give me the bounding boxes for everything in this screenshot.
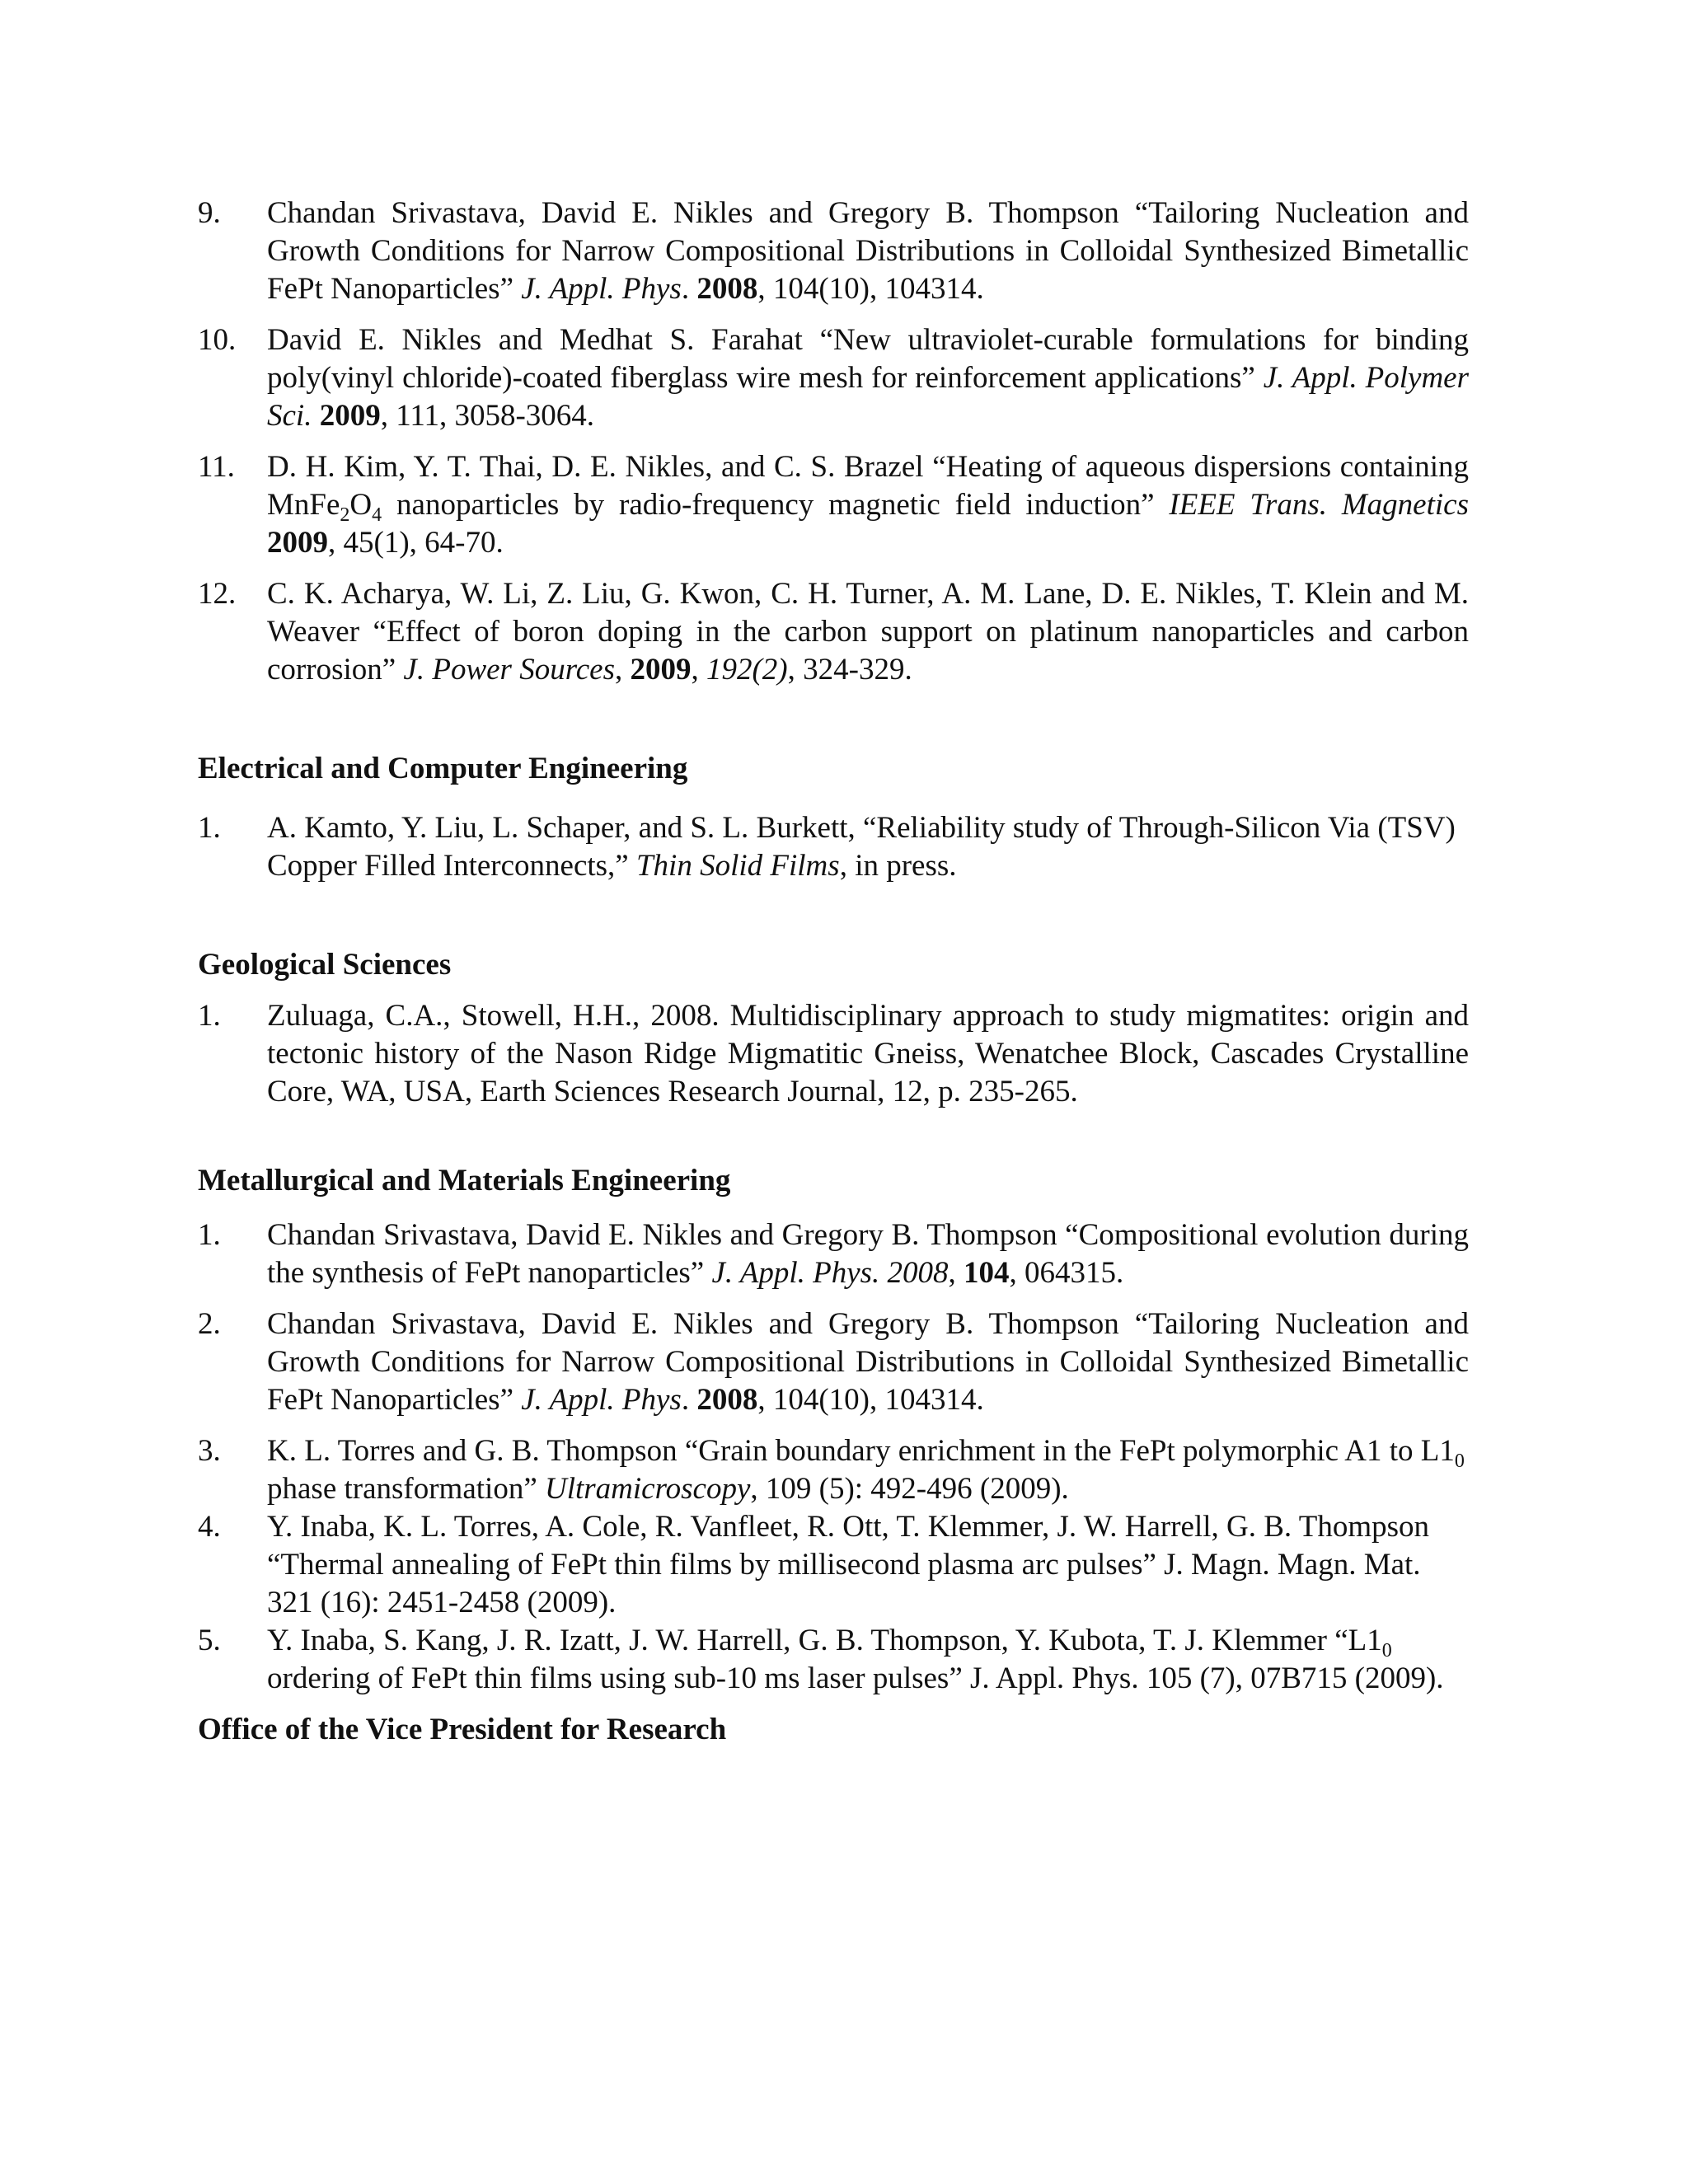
reference-authors: David E. Nikles and Medhat S. Farahat	[267, 323, 820, 357]
reference-authors: C. K. Acharya, W. Li, Z. Liu, G. Kwon, C. H. Turner, A. M. Lane, D. E. Nikles, T. Klein and M. Weaver	[267, 577, 1469, 649]
reference-title: “Compositional evolution during the synthesis of FePt nanoparticles”	[267, 1218, 1469, 1290]
reference-number: 12.	[198, 577, 237, 611]
reference-title-start: “Heating of aqueous dispersions containing MnFe	[267, 450, 1469, 522]
reference-number: 2.	[198, 1307, 221, 1341]
separator: .	[681, 272, 697, 306]
separator: ,	[691, 653, 706, 687]
reference-year: 2008	[696, 1383, 758, 1417]
reference-details: , in press.	[839, 849, 957, 883]
reference-year: 2009	[267, 526, 328, 560]
reference-journal: J. Appl. Polymer Sci.	[267, 361, 1469, 433]
section-heading-ovpr: Office of the Vice President for Research	[198, 1713, 727, 1746]
reference-item	[198, 1216, 1469, 1292]
reference-text-end: phase transformation”	[267, 1472, 545, 1506]
reference-title-end: nanoparticles by radio-frequency magnetic field induction”	[382, 488, 1170, 522]
reference-authors: Chandan Srivastava, David E. Nikles and Gregory B. Thompson	[267, 196, 1135, 230]
reference-item	[198, 1305, 1469, 1419]
reference-number: 1.	[198, 1218, 221, 1252]
reference-title: “New ultraviolet-curable formulations for binding poly(vinyl chloride)-coated fiberglass wire mesh for reinforcement applications”	[267, 323, 1470, 395]
reference-year: 2008	[696, 272, 758, 306]
reference-text: Zuluaga, C.A., Stowell, H.H., 2008. Multidisciplinary approach to study migmatites: origin and tectonic history of the Nason Ridge Migmatitic Gneiss, Wenatchee Block, Cascades Crystalline Core, WA, USA, Earth Sciences Research Journal, 12, p. 235-265.	[267, 999, 1469, 1108]
subscript: 4	[372, 504, 382, 526]
reference-item	[198, 1508, 1469, 1622]
reference-number: 5.	[198, 1624, 221, 1657]
reference-number: 10.	[198, 323, 237, 357]
subscript: 2	[340, 504, 350, 526]
reference-number: 1.	[198, 811, 221, 845]
reference-title: “Effect of boron doping in the carbon support on platinum nanoparticles and carbon corrosion”	[267, 615, 1469, 687]
reference-details: , 324-329.	[787, 653, 912, 687]
reference-details: , 111, 3058-3064.	[380, 399, 595, 433]
reference-journal: IEEE Trans. Magnetics	[1169, 488, 1469, 522]
reference-year: 2009	[319, 399, 381, 433]
document-page	[198, 194, 1469, 1749]
reference-number: 4.	[198, 1510, 221, 1544]
reference-title: “Tailoring Nucleation and Growth Conditions for Narrow Compositional Distributions in Colloidal Synthesized Bimetallic FePt Nanoparticles”	[267, 1307, 1469, 1417]
reference-details: , 45(1), 64-70.	[328, 526, 504, 560]
reference-year: 2009	[630, 653, 692, 687]
reference-text-start: Y. Inaba, S. Kang, J. R. Izatt, J. W. Harrell, G. B. Thompson, Y. Kubota, T. J. Klemmer “L1	[267, 1624, 1382, 1657]
section-heading-ece: Electrical and Computer Engineering	[198, 752, 688, 785]
reference-text: Y. Inaba, K. L. Torres, A. Cole, R. Vanfleet, R. Ott, T. Klemmer, J. W. Harrell, G. B. Thompson “Thermal annealing of FePt thin films by millisecond plasma arc pulses” J. Magn. Magn. Mat. 321 (16): 2451-2458 (2009).	[267, 1510, 1430, 1619]
reference-journal: J. Appl. Phys. 2008	[711, 1256, 949, 1290]
reference-authors: Chandan Srivastava, David E. Nikles and Gregory B. Thompson	[267, 1218, 1066, 1252]
subscript: 0	[1381, 1640, 1392, 1661]
reference-item	[198, 321, 1469, 435]
reference-item	[198, 448, 1469, 562]
reference-details: , 104(10), 104314.	[757, 1383, 984, 1417]
reference-journal: J. Power Sources	[403, 653, 615, 687]
separator: .	[681, 1383, 697, 1417]
reference-authors: D. H. Kim, Y. T. Thai, D. E. Nikles, and C. S. Brazel	[267, 450, 933, 484]
reference-item	[198, 1622, 1469, 1698]
reference-text-start: K. L. Torres and G. B. Thompson “Grain boundary enrichment in the FePt polymorphic A1 to L1	[267, 1434, 1455, 1468]
reference-journal: J. Appl. Phys	[521, 272, 682, 306]
reference-number: 11.	[198, 450, 235, 484]
reference-item	[198, 809, 1469, 885]
section-heading-geological: Geological Sciences	[198, 948, 452, 982]
reference-volume: 104	[964, 1256, 1010, 1290]
reference-details: , 064315.	[1009, 1256, 1124, 1290]
reference-journal: Thin Solid Films	[635, 849, 840, 883]
reference-item	[198, 997, 1469, 1111]
separator: ,	[614, 653, 631, 687]
separator: ,	[948, 1256, 964, 1290]
reference-issue: 192(2)	[706, 653, 788, 687]
reference-number: 9.	[198, 196, 221, 230]
reference-item	[198, 194, 1469, 308]
reference-item	[198, 575, 1469, 689]
reference-journal: J. Appl. Phys	[521, 1383, 682, 1417]
reference-title: “Tailoring Nucleation and Growth Conditions for Narrow Compositional Distributions in Colloidal Synthesized Bimetallic FePt Nanoparticles”	[267, 196, 1469, 306]
reference-authors: Chandan Srivastava, David E. Nikles and Gregory B. Thompson	[267, 1307, 1135, 1341]
reference-text-end: ordering of FePt thin films using sub-10 ms laser pulses” J. Appl. Phys. 105 (7), 07B715 (2009).	[267, 1661, 1444, 1695]
reference-text: A. Kamto, Y. Liu, L. Schaper, and S. L. Burkett, “Reliability study of Through-Silicon Via (TSV) Copper Filled Interconnects,”	[267, 811, 1456, 883]
reference-number: 1.	[198, 999, 221, 1033]
subscript: 0	[1454, 1451, 1465, 1472]
section-heading-metallurgical: Metallurgical and Materials Engineering	[198, 1164, 731, 1197]
reference-details: , 109 (5): 492-496 (2009).	[750, 1472, 1069, 1506]
separator	[312, 399, 319, 433]
reference-journal: Ultramicroscopy	[545, 1472, 751, 1506]
reference-number: 3.	[198, 1434, 221, 1468]
reference-item	[198, 1432, 1469, 1508]
reference-title-mid: O	[349, 488, 373, 522]
reference-details: , 104(10), 104314.	[757, 272, 984, 306]
